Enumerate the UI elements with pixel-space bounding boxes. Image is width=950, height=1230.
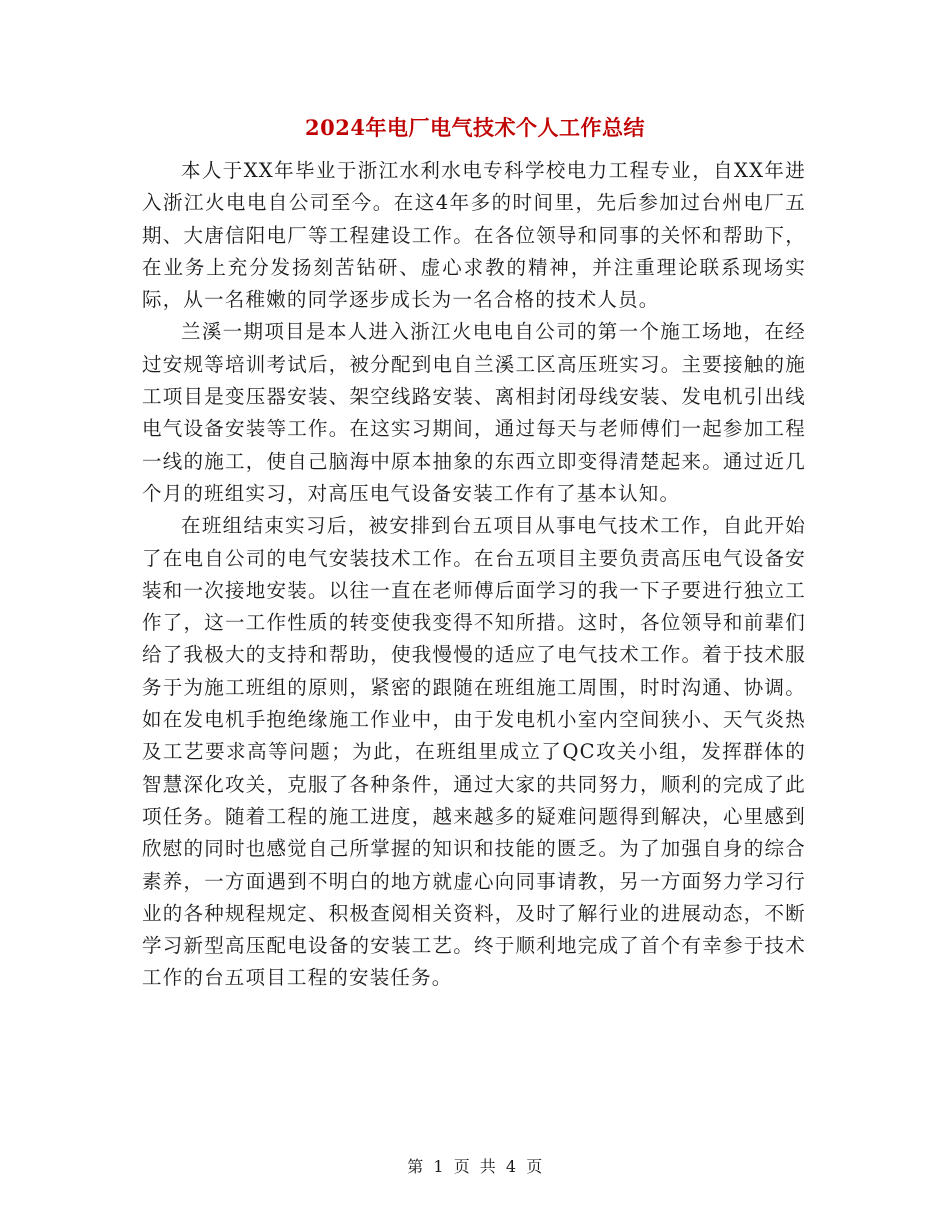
document-body: [142, 155, 806, 995]
paragraph-3: 在班组结束实习后，被安排到台五项目从事电气技术工作，自此开始了在电自公司的电气安装技术工作。在台五项目主要负责高压电气设备安装和一次接地安装。以往一直在老师傅后面学习的我一下子要进行独立工作了，这一工作性质的转变使我变得不知所措。这时，各位领导和前辈们给了我极大的支持和帮助，使我慢慢的适应了电气技术工作。着于技术服务于为施工班组的原则，紧密的跟随在班组施工周围，时时沟通、协调。如在发电机手抱绝缘施工作业中，由于发电机小室内空间狭小、天气炎热及工艺要求高等问题；为此，在班组里成立了QC攻关小组，发挥群体的智慧深化攻关，克服了各种条件，通过大家的共同努力，顺利的完成了此项任务。随着工程的施工进度，越来越多的疑难问题得到解决，心里感到欣慰的同时也感觉自己所掌握的知识和技能的匮乏。为了加强自身的综合素养，一方面遇到不明白的地方就虚心向同事请教，另一方面努力学习行业的各种规程规定、积极查阅相关资料，及时了解行业的进展动态，不断学习新型高压配电设备的安装工艺。终于顺利地完成了首个有幸参于技术工作的台五项目工程的安装任务。: [142, 514, 806, 990]
paragraph-1: 本人于XX年毕业于浙江水利水电专科学校电力工程专业，自XX年进入浙江火电电自公司至今。在这4年多的时间里，先后参加过台州电厂五期、大唐信阳电厂等工程建设工作。在各位领导和同事的关怀和帮助下，在业务上充分发扬刻苦钻研、虚心求教的精神，并注重理论联系现场实际，从一名稚嫩的同学逐步成长为一名合格的技术人员。: [142, 159, 806, 312]
footer-total-word: 共: [479, 1157, 497, 1176]
page-footer: [0, 1154, 950, 1177]
footer-total-pages: 4: [505, 1157, 517, 1176]
document-title: 2024年电厂电气技术个人工作总结: [305, 115, 645, 140]
footer-current-page: 1: [433, 1157, 445, 1176]
footer-suffix: 页: [526, 1157, 543, 1176]
footer-prefix: 第: [407, 1157, 424, 1176]
footer-page-word: 页: [453, 1157, 471, 1176]
paragraph-2: 兰溪一期项目是本人进入浙江火电电自公司的第一个施工场地，在经过安规等培训考试后，被分配到电自兰溪工区高压班实习。主要接触的施工项目是变压器安装、架空线路安装、离相封闭母线安装、发电机引出线电气设备安装等工作。在这实习期间，通过每天与老师傅们一起参加工程一线的施工，使自己脑海中原本抽象的东西立即变得清楚起来。通过近几个月的班组实习，对高压电气设备安装工作有了基本认知。: [142, 320, 806, 505]
